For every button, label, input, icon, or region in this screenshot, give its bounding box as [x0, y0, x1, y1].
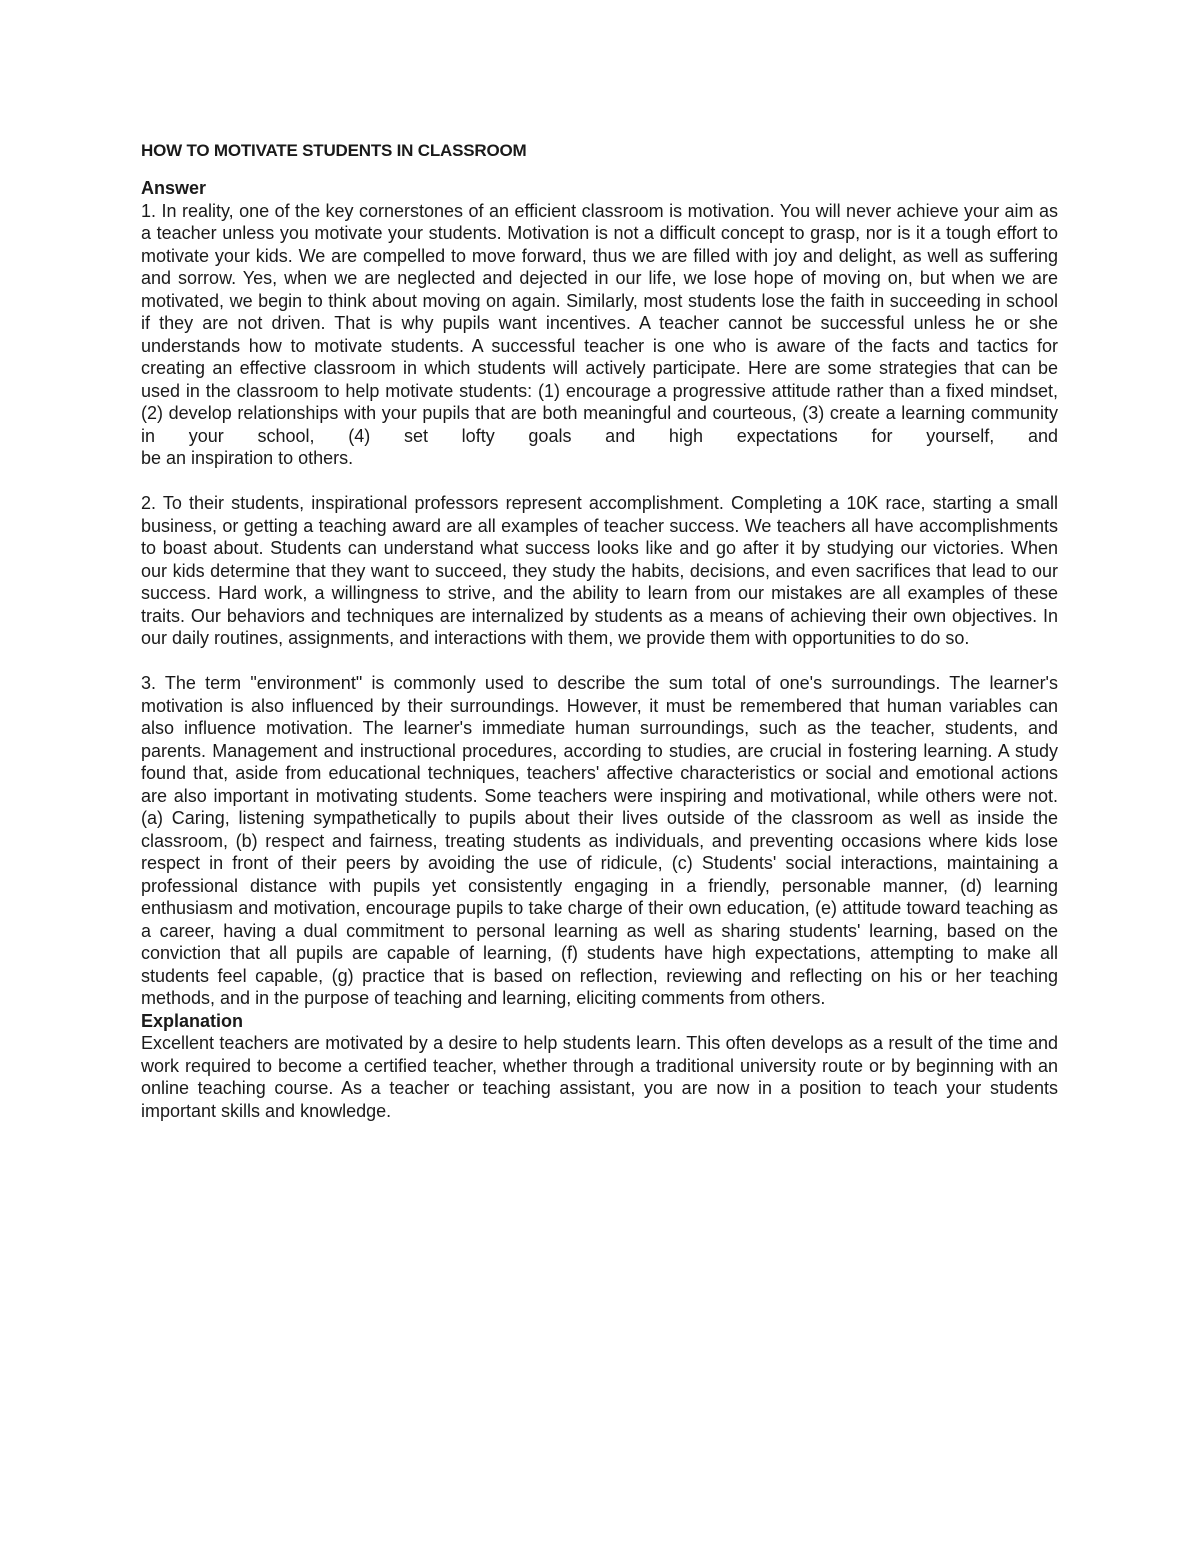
document-title: HOW TO MOTIVATE STUDENTS IN CLASSROOM	[141, 141, 527, 160]
answer-paragraph-1-text: 1. In reality, one of the key cornerstones of an efficient classroom is motivation. You will never achieve your aim as a teacher unless you motivate your students. Motivation is not a difficult concept to grasp, nor is it a tough effort to motivate your kids. We are compelled to move forward, thus we are filled with joy and delight, as well as suffering and sorrow. Yes, when we are neglected and dejected in our life, we lose hope of moving on, but when we are motivated, we begin to think about moving on again. Similarly, most students lose the faith in succeeding in school if they are not driven. That is why pupils want incentives. A teacher cannot be successful unless he or she understands how to motivate students. A successful teacher is one who is aware of the facts and tactics for creating an effective classroom in which students will actively participate. Here are some strategies that can be used in the classroom to help motivate students: (1) encourage a progressive attitude rather than a fixed mindset, (2) develop relationships with your pupils that are both meaningful and courteous, (3) create a learning community in your school, (4) set lofty goals and high expectations for yourself, and	[141, 200, 1058, 446]
explanation-paragraph: Excellent teachers are motivated by a desire to help students learn. This often develops as a result of the time and work required to become a certified teacher, whether through a traditional university route or by beginning with an online teaching course. As a teacher or teaching assistant, you are now in a position to teach your students important skills and knowledge.	[141, 1033, 1058, 1121]
answer-paragraph-3: 3. The term "environment" is commonly used to describe the sum total of one's surroundings. The learner's motivation is also influenced by their surroundings. However, it must be remembered that human variables can also influence motivation. The learner's immediate human surroundings, such as the teacher, students, and parents. Management and instructional procedures, according to studies, are crucial in fostering learning. A study found that, aside from educational techniques, teachers' affective characteristics or social and emotional actions are also important in motivating students. Some teachers were inspiring and motivational, while others were not. (a) Caring, listening sympathetically to pupils about their lives outside of the classroom as well as inside the classroom, (b) respect and fairness, treating students as individuals, and preventing occasions where kids lose respect in front of their peers by avoiding the use of ridicule, (c) Students' social interactions, maintaining a professional distance with pupils yet consistently engaging in a friendly, personable manner, (d) learning enthusiasm and motivation, encourage pupils to take charge of their own education, (e) attitude toward teaching as a career, having a dual commitment to personal learning as well as sharing students' learning, based on the conviction that all pupils are capable of learning, (f) students have high expectations, attempting to make all students feel capable, (g) practice that is based on reflection, reviewing and reflecting on his or her teaching methods, and in the purpose of teaching and learning, eliciting comments from others.	[141, 673, 1058, 1008]
answer-paragraph-2: 2. To their students, inspirational professors represent accomplishment. Completing a 10K race, starting a small business, or getting a teaching award are all examples of teacher success. We teachers all have accomplishments to boast about. Students can understand what success looks like and go after it by studying our victories. When our kids determine that they want to succeed, they study the habits, decisions, and even sacrifices that lead to our success. Hard work, a willingness to strive, and the ability to learn from our mistakes are all examples of these traits. Our behaviors and techniques are internalized by students as a means of achieving their own objectives. In our daily routines, assignments, and interactions with them, we provide them with opportunities to do so.	[141, 493, 1058, 648]
document-page	[141, 140, 1058, 1122]
answer-paragraph-1-end: be an inspiration to others.	[141, 448, 354, 468]
answer-paragraph-1	[141, 200, 1058, 448]
explanation-heading: Explanation	[141, 1010, 244, 1031]
answer-heading: Answer	[141, 178, 207, 198]
